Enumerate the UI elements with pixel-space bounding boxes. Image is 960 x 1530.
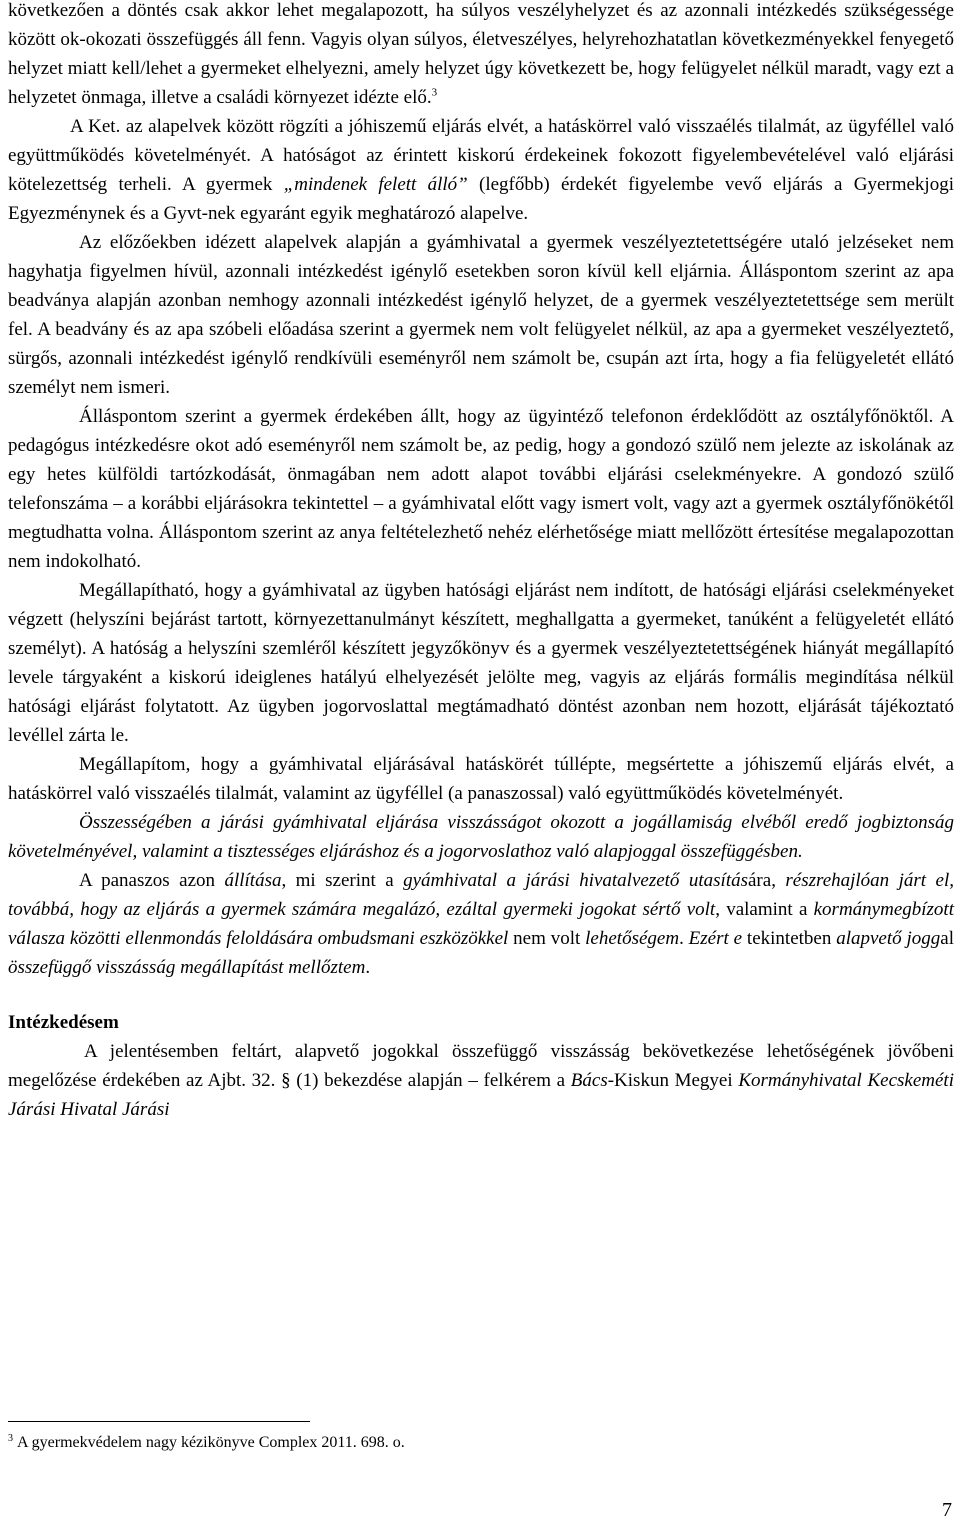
- paragraph: [8, 576, 954, 750]
- section-heading: Intézkedésem: [8, 1012, 119, 1033]
- text-run: állítása: [224, 870, 282, 891]
- text-run: Az előzőekben idézett alapelvek alapján a gyámhivatal a gyermek veszélyeztetettségére utaló jelzéseket nem hagyhatja figyelmen hívül, azonnali intézkedést igénylő esetekben soron kívül kell eljárnia. Álláspontom szerint az apa beadványa alapján azonban nemhogy azonnali intézkedést igénylő helyzet, de a gyermek veszélyeztetettsége sem merült fel. A beadvány és az apa szóbeli előadása szerint a gyermek nem volt felügyelet nélkül, az apa a gyermeket veszélyeztető, sürgős, azonnali intézkedést igénylő rendkívüli eseményről nem számolt be, csupán azt írta, hogy a fia felügyeletét ellátó személyt nem ismeri.: [8, 232, 954, 398]
- text-run: A Ket. az alapelvek között rögzíti a jóhiszemű eljárás elvét, a hatáskörrel való visszaélés tilalmát, az ügyféllel való együttműködés követelményét. A hatóságot az érintett kiskorú érdekeinek fokozott figyelembevételével való eljárási kötelezettség terheli. A gyermek: [8, 116, 954, 195]
- paragraph: [8, 750, 954, 808]
- text-run: összefüggő visszásság megállapítást mellőztem: [8, 957, 366, 978]
- text-run: Bács: [570, 1070, 608, 1091]
- text-run: Ezért e: [688, 928, 743, 949]
- text-run: tekintetben: [742, 928, 837, 949]
- text-run: -Kiskun Megyei: [607, 1070, 739, 1091]
- text-run: Megállapítható, hogy a gyámhivatal az ügyben hatósági eljárást nem indított, de hatósági eljárási cselekményeket végzett (helyszíni bejárást tartott, környezettanulmányt készített, meghallgatta a gyermeket, tanúként a felügyeletét ellátó személyt). A hatóság a helyszíni szemléről készített jegyzőkönyv és a gyermek veszélyeztetettségének hiányát megállapító levele tárgyaként a kiskorú ideiglenes hatályú elhelyezését jelölte meg, vagyis az eljárás formális megindítása nélkül hatósági eljárást folytatott. Az ügyben jogorvoslattal megtámadható döntést azonban nem hozott, eljárását tájékoztató levéllel zárta le.: [8, 580, 954, 746]
- text-run: Álláspontom szerint a gyermek érdekében állt, hogy az ügyintéző telefonon érdeklődött az osztályfőnöktől. A pedagógus intézkedésre okot adó eseményről nem számolt be, az pedig, hogy a gondozó szülő nem jelezte az iskolának az egy hetes külföldi tartózkodását, önmagában nem adott alapot további eljárási cselekményekre. A gondozó szülő telefonszáma – a korábbi eljárásokra tekintettel – a gyámhivatal előtt vagy ismert volt, vagy azt a gyermek osztályfőnökétől megtudhatta volna. Álláspontom szerint az anya feltételezhető nehéz elérhetősége miatt mellőzött értesítése megalapozottan nem indokolható.: [8, 406, 954, 572]
- text-run: Kormányhivatal Kecskeméti Járási Hivatal Járási: [8, 1070, 954, 1120]
- footnote: [8, 1432, 405, 1454]
- text-run: Megállapítom, hogy a gyámhivatal eljárásával hatáskörét túllépte, megsértette a jóhiszemű eljárás elvét, a hatáskörrel való visszaélés tilalmát, valamint az ügyféllel (a panaszossal) való együttműködés követelményét.: [8, 754, 954, 804]
- text-run: ára,: [748, 870, 786, 891]
- paragraph: [8, 808, 954, 866]
- text-run: , mi szerint a: [281, 870, 404, 891]
- text-run: kormánymegbízott válasza közötti ellenmondás feloldására ombudsmani eszközökkel: [8, 899, 954, 949]
- footnote-number: 3: [8, 1432, 13, 1444]
- text-run: .: [365, 957, 371, 978]
- page-number: 7: [942, 1499, 952, 1521]
- text-run: .: [679, 928, 689, 949]
- text-run: lehetőségem: [585, 928, 680, 949]
- document-body: [8, 0, 954, 1124]
- footnote-text: A gyermekvédelem nagy kézikönyve Complex 2011. 698. o.: [17, 1434, 405, 1451]
- text-run: alapvető jogg: [836, 928, 941, 949]
- text-run: nem volt: [508, 928, 586, 949]
- footnote-reference: 3: [431, 86, 438, 99]
- text-run: következően a döntés csak akkor lehet megalapozott, ha súlyos veszélyhelyzet és az azonnali intézkedés szükségessége között ok-okozati összefüggés áll fenn. Vagyis olyan súlyos, életveszélyes, helyrehozhatatlan következményekkel fenyegető helyzet miatt kell/lehet a gyermeket elhelyezni, amely helyzet úgy következett be, hogy felügyelet nélkül maradt, vagy ezt a helyzetet önmaga, illetve a családi környezet idézte elő.: [8, 0, 954, 108]
- text-run: A panaszos azon: [79, 870, 225, 891]
- text-run: , valamint a: [715, 899, 814, 920]
- text-run: részrehajlóan járt el, továbbá, hogy az eljárás a gyermek számára megalázó, ezáltal gyermeki jogokat sértő volt: [8, 870, 954, 920]
- text-run: A jelentésemben feltárt, alapvető jogokkal összefüggő visszásság bekövetkezése lehetőségének jövőbeni megelőzése érdekében az Ajbt. 32. § (1) bekezdése alapján – felkérem a: [8, 1041, 954, 1091]
- paragraph: [8, 0, 954, 112]
- text-run: gyámhivatal a járási hivatalvezető utasítás: [403, 870, 748, 891]
- paragraph: [8, 402, 954, 576]
- text-run: al: [940, 928, 954, 949]
- text-run: Összességében a járási gyámhivatal eljárása visszásságot okozott a jogállamiság elvéből eredő jogbiztonság követelményével, valamint a tisztességes eljáráshoz és a jogorvoslathoz való alapjoggal összefüggésben.: [8, 812, 954, 862]
- text-run: (legfőbb) érdekét figyelembe vevő eljárás a Gyermekjogi Egyezménynek és a Gyvt-nek egyaránt egyik meghatározó alapelve.: [8, 174, 954, 224]
- final-paragraph: [8, 1037, 954, 1124]
- paragraph-list: [8, 0, 954, 982]
- text-run: „mindenek felett álló”: [283, 174, 468, 195]
- paragraph: [8, 112, 954, 228]
- paragraph: [8, 228, 954, 402]
- paragraph: [8, 866, 954, 982]
- footnote-divider: [8, 1421, 310, 1422]
